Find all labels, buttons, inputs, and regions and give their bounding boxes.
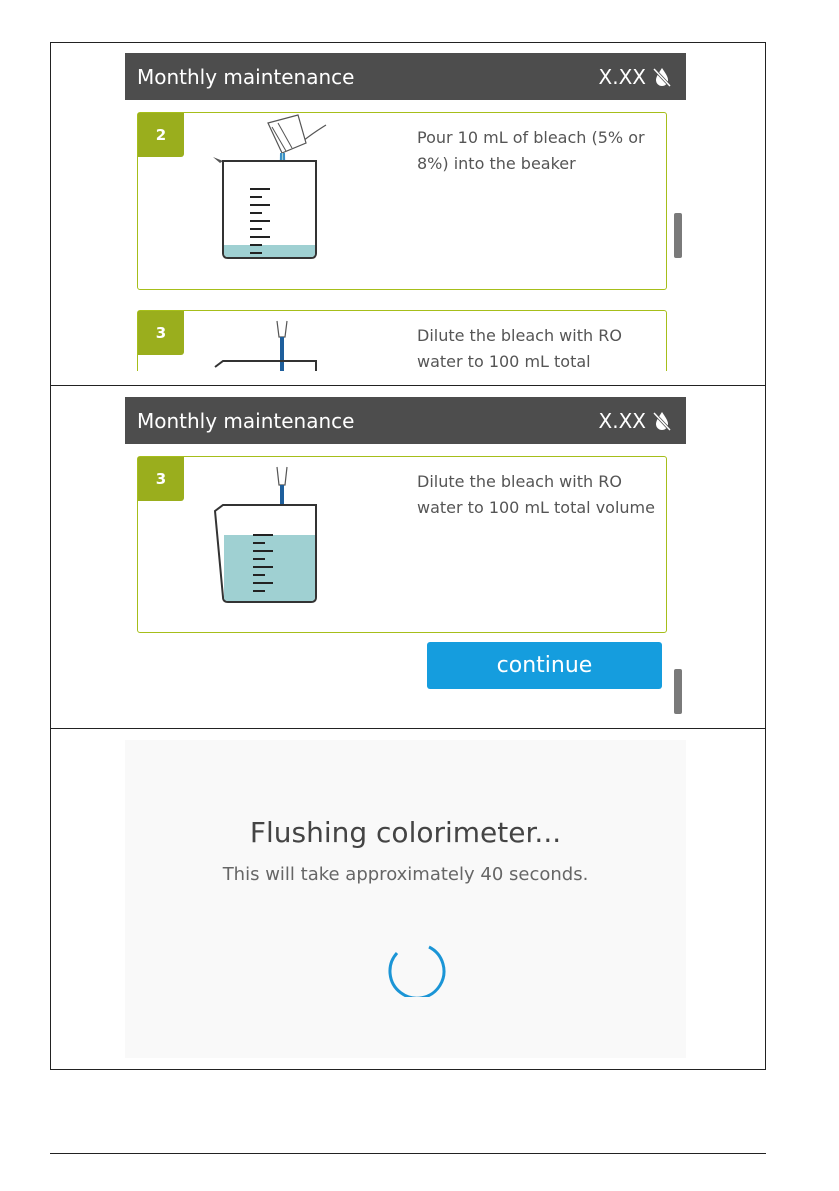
screen-step-3 <box>125 397 686 715</box>
screen-flushing <box>125 740 686 1058</box>
title-bar <box>125 397 686 444</box>
page-footer-rule <box>50 1153 766 1154</box>
flushing-title: Flushing colorimeter... <box>249 816 562 849</box>
beaker-dilute-illustration <box>198 457 378 633</box>
step-number-badge: 2 <box>138 113 184 157</box>
droplet-off-icon <box>652 66 672 88</box>
droplet-off-icon <box>652 410 672 432</box>
scrollbar-thumb[interactable] <box>674 669 682 714</box>
panel-divider <box>50 728 766 729</box>
step-card-2 <box>137 112 667 290</box>
continue-button[interactable]: continue <box>427 642 662 689</box>
step-number-badge: 3 <box>138 457 184 501</box>
screen-title: Monthly maintenance <box>137 408 355 433</box>
step-instruction: Dilute the bleach with RO water to 100 mL total <box>417 326 622 371</box>
loading-spinner-icon <box>385 935 447 997</box>
version-label: X.XX <box>598 408 646 433</box>
step-instruction: Pour 10 mL of bleach (5% or 8%) into the beaker <box>417 128 645 173</box>
title-bar <box>125 53 686 100</box>
screen-title: Monthly maintenance <box>137 64 355 89</box>
step-card-3 <box>137 310 667 371</box>
step-number-badge: 3 <box>138 311 184 355</box>
version-label: X.XX <box>598 64 646 89</box>
screen-step-2 <box>125 53 686 371</box>
scrollbar-thumb[interactable] <box>674 213 682 258</box>
flushing-subtitle: This will take approximately 40 seconds. <box>222 864 589 885</box>
step-instruction: Dilute the bleach with RO water to 100 mL total volume <box>417 472 655 517</box>
beaker-dilute-illustration <box>198 311 378 371</box>
beaker-pour-illustration <box>198 113 378 289</box>
step-card-3 <box>137 456 667 633</box>
panel-divider <box>50 385 766 386</box>
